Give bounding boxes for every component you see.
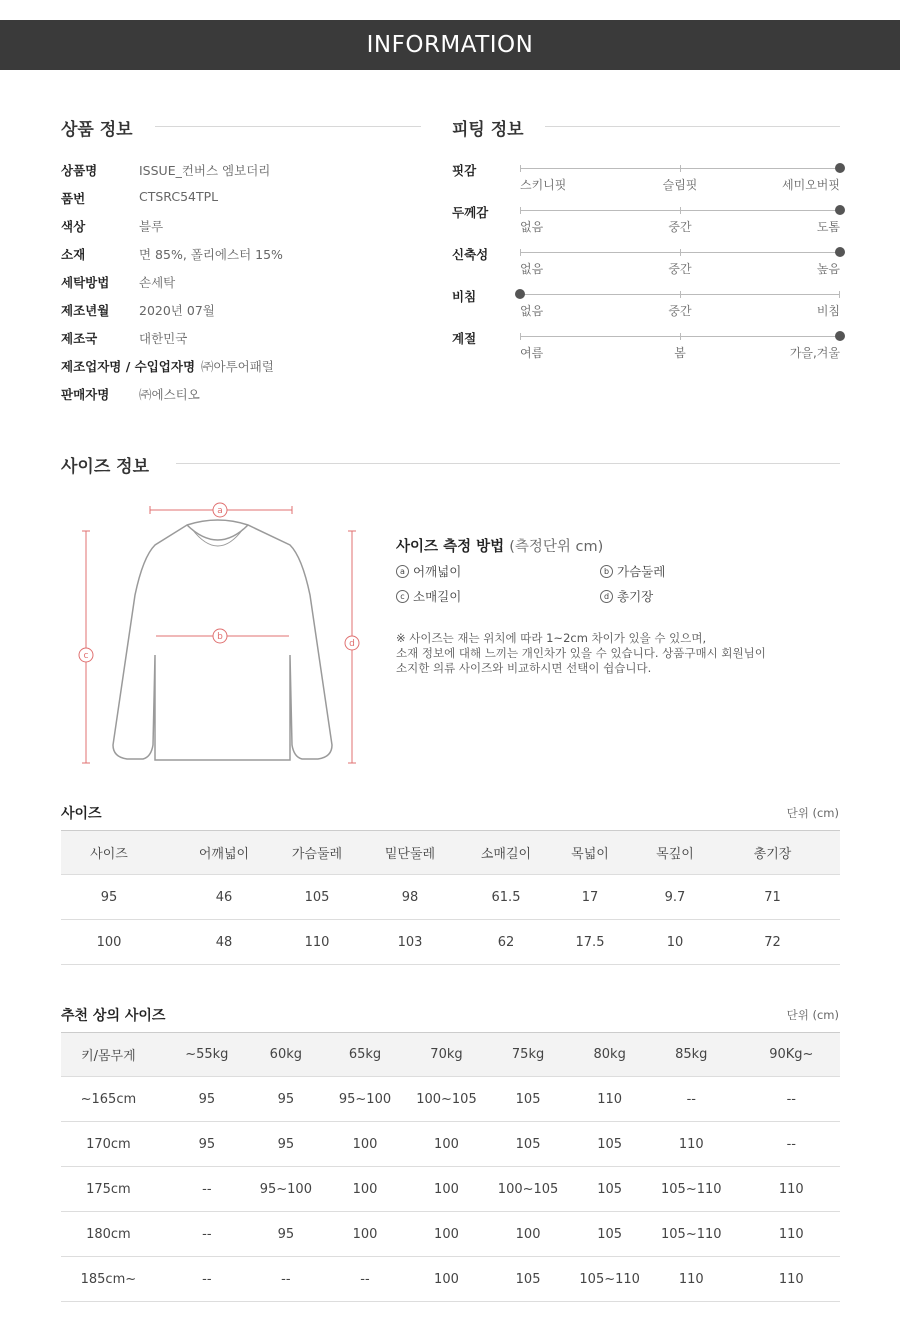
table-cell: 62	[477, 920, 535, 965]
fit-option-label: 중간	[668, 304, 692, 318]
table-cell: 100	[416, 1122, 477, 1167]
fit-option-label: 중간	[668, 262, 692, 276]
product-info-value: 면 85%, 폴리에스터 15%	[139, 247, 283, 262]
table-header-cell: 90Kg~	[743, 1033, 840, 1077]
product-info-value: 블루	[139, 219, 164, 234]
product-info-row	[61, 161, 421, 181]
table-cell: 100	[416, 1167, 477, 1212]
table-cell: 72	[705, 920, 840, 965]
table-cell: 105~110	[640, 1212, 743, 1257]
table-cell: 48	[157, 920, 291, 965]
table-cell: 100	[416, 1212, 477, 1257]
table-cell: 105~110	[579, 1257, 640, 1302]
measure-item-a	[396, 562, 461, 580]
table-cell: --	[640, 1077, 743, 1122]
table-cell: 95	[258, 1212, 314, 1257]
table-cell: 95	[258, 1077, 314, 1122]
table-cell: 71	[705, 875, 840, 920]
product-info-key: 품번	[61, 191, 86, 206]
table-cell: 17.5	[535, 920, 645, 965]
fit-label: 비침	[452, 289, 477, 304]
table-cell: --	[156, 1257, 258, 1302]
size-table-unit: 단위 (cm)	[786, 806, 839, 820]
product-info-value: 대한민국	[139, 331, 188, 346]
fit-option-label: 슬림핏	[662, 178, 698, 192]
table-header-cell: 목깊이	[645, 831, 705, 875]
fit-label: 핏감	[452, 163, 477, 178]
marker-a: a	[217, 506, 223, 516]
fit-scale-tick	[680, 165, 681, 172]
fit-scale-tick	[680, 291, 681, 298]
product-info-key: 세탁방법	[61, 275, 110, 290]
fit-level-marker	[835, 247, 845, 257]
measure-item-d	[600, 587, 653, 605]
product-info-key: 제조년월	[61, 303, 110, 318]
measure-item-b	[600, 562, 665, 580]
fit-option-label: 없음	[520, 304, 544, 318]
table-cell: 98	[343, 875, 477, 920]
product-info-row	[61, 189, 421, 209]
size-table	[61, 830, 840, 965]
table-cell: 95	[258, 1122, 314, 1167]
table-header-cell: 60kg	[258, 1033, 314, 1077]
product-info-key: 소재	[61, 247, 86, 262]
measure-label-b: 가슴둘레	[617, 564, 666, 579]
fit-option-label: 가을,겨울	[789, 346, 840, 360]
measure-method-label: 사이즈 측정 방법	[396, 539, 505, 555]
fit-label: 신축성	[452, 247, 489, 262]
table-cell: 105	[579, 1122, 640, 1167]
product-info-key: 색상	[61, 219, 86, 234]
table-cell: 170cm	[61, 1122, 156, 1167]
fit-option-label: 없음	[520, 220, 544, 234]
table-cell: 46	[157, 875, 291, 920]
sweatshirt-collar-band	[192, 529, 243, 546]
measure-item-c	[396, 587, 461, 605]
product-info-key: 상품명	[61, 163, 98, 178]
table-cell: 95	[156, 1122, 258, 1167]
product-info-key: 판매자명	[61, 387, 110, 402]
fit-scale-tick	[839, 291, 840, 298]
table-cell: --	[156, 1212, 258, 1257]
table-cell: 185cm~	[61, 1257, 156, 1302]
fit-level-marker	[835, 163, 845, 173]
product-info-row	[61, 357, 421, 377]
table-cell: 9.7	[645, 875, 705, 920]
product-info-row	[61, 273, 421, 293]
table-header-cell: 총기장	[705, 831, 840, 875]
fitting-info-title: 피팅 정보	[452, 120, 524, 140]
table-cell: 100	[314, 1122, 416, 1167]
product-info-row	[61, 329, 421, 349]
fit-option-label: 세미오버핏	[782, 178, 840, 192]
table-row	[61, 1167, 840, 1212]
measure-mark-d: d	[600, 590, 613, 603]
measure-mark-c: c	[396, 590, 409, 603]
product-info-value: ISSUE_컨버스 엠보더리	[139, 163, 271, 178]
table-cell: --	[258, 1257, 314, 1302]
table-header-cell: 80kg	[579, 1033, 640, 1077]
size-note-line: 소지한 의류 사이즈와 비교하시면 선택이 쉽습니다.	[396, 661, 652, 675]
measure-label-d: 총기장	[617, 589, 654, 604]
table-cell: 100	[61, 920, 157, 965]
table-cell: 100~105	[416, 1077, 477, 1122]
table-cell: 100	[314, 1212, 416, 1257]
table-cell: 95~100	[314, 1077, 416, 1122]
table-cell: 110	[743, 1257, 840, 1302]
fit-option-label: 여름	[520, 346, 544, 360]
table-header-row	[61, 1033, 840, 1077]
table-header-cell: ~55kg	[156, 1033, 258, 1077]
product-info-row	[61, 301, 421, 321]
size-note-line: ※ 사이즈는 재는 위치에 따라 1~2cm 차이가 있을 수 있으며,	[396, 631, 707, 645]
product-info-row	[61, 385, 421, 405]
table-cell: 110	[640, 1122, 743, 1167]
fit-level-marker	[835, 205, 845, 215]
product-info-value: CTSRC54TPL	[139, 189, 219, 204]
fit-option-label: 도톰	[816, 220, 840, 234]
table-header-cell: 가슴둘레	[291, 831, 343, 875]
table-header-cell: 85kg	[640, 1033, 743, 1077]
fit-option-label: 없음	[520, 262, 544, 276]
sweatshirt-collar	[187, 525, 248, 540]
product-info-title: 상품 정보	[61, 120, 133, 140]
table-header-cell: 소매길이	[477, 831, 535, 875]
table-cell: 17	[535, 875, 645, 920]
marker-b: b	[217, 632, 223, 642]
table-cell: 175cm	[61, 1167, 156, 1212]
rec-size-table	[61, 1032, 840, 1302]
table-row	[61, 1122, 840, 1167]
fit-label: 두께감	[452, 205, 489, 220]
table-header-cell: 키/몸무게	[61, 1033, 156, 1077]
table-cell: 105	[579, 1167, 640, 1212]
table-row	[61, 920, 840, 965]
table-cell: 110	[640, 1257, 743, 1302]
table-header-cell: 밑단둘레	[343, 831, 477, 875]
information-header	[0, 20, 900, 70]
product-info-key: 제조국	[61, 331, 98, 346]
product-info-value: 2020년 07월	[139, 303, 215, 318]
product-info-value: 손세탁	[139, 275, 176, 290]
table-header-cell: 사이즈	[61, 831, 157, 875]
table-cell: 95	[61, 875, 157, 920]
product-info-key: 제조업자명 / 수입업자명	[61, 359, 196, 374]
measure-mark-a: a	[396, 565, 409, 578]
table-row	[61, 1257, 840, 1302]
table-header-cell: 어깨넓이	[157, 831, 291, 875]
fit-option-label: 봄	[674, 346, 686, 360]
table-cell: 61.5	[477, 875, 535, 920]
table-cell: 105	[477, 1257, 580, 1302]
table-cell: 100	[314, 1167, 416, 1212]
table-cell: --	[314, 1257, 416, 1302]
table-header-cell: 목넓이	[535, 831, 645, 875]
garment-diagram	[70, 495, 380, 775]
table-cell: 100	[416, 1257, 477, 1302]
table-cell: 180cm	[61, 1212, 156, 1257]
measure-label-c: 소매길이	[413, 589, 462, 604]
table-cell: 105~110	[640, 1167, 743, 1212]
table-row	[61, 1212, 840, 1257]
table-row	[61, 1077, 840, 1122]
fit-scale-tick	[680, 333, 681, 340]
header-title: INFORMATION	[366, 32, 534, 58]
table-cell: --	[743, 1122, 840, 1167]
fit-scale-tick	[520, 333, 521, 340]
fit-option-label: 비침	[816, 304, 840, 318]
size-table-title: 사이즈	[61, 806, 102, 822]
table-cell: 95~100	[258, 1167, 314, 1212]
measure-unit: (측정단위 cm)	[509, 539, 604, 555]
table-cell: 103	[343, 920, 477, 965]
table-cell: 105	[291, 875, 343, 920]
table-cell: --	[156, 1167, 258, 1212]
table-cell: 100	[477, 1212, 580, 1257]
marker-c: c	[83, 651, 89, 661]
table-cell: 110	[291, 920, 343, 965]
fit-scale-tick	[520, 249, 521, 256]
table-cell: 110	[579, 1077, 640, 1122]
product-info-value: ㈜아투어패럴	[201, 359, 274, 374]
fit-scale-tick	[680, 249, 681, 256]
table-row	[61, 875, 840, 920]
fit-scale-tick	[680, 207, 681, 214]
fit-option-label: 스키니핏	[520, 178, 567, 192]
size-note	[396, 631, 836, 676]
table-cell: ~165cm	[61, 1077, 156, 1122]
table-cell: 10	[645, 920, 705, 965]
product-info-divider	[155, 126, 421, 127]
table-header-row	[61, 831, 840, 875]
measure-method-title	[396, 535, 603, 556]
table-cell: 105	[579, 1212, 640, 1257]
rec-table-title: 추천 상의 사이즈	[61, 1008, 166, 1024]
table-cell: 110	[743, 1212, 840, 1257]
fit-scale-tick	[520, 207, 521, 214]
marker-d: d	[349, 639, 355, 649]
table-cell: 100~105	[477, 1167, 580, 1212]
size-note-line: 소재 정보에 대해 느끼는 개인차가 있을 수 있습니다. 상품구매시 회원님이	[396, 646, 766, 660]
size-info-title: 사이즈 정보	[61, 457, 150, 477]
table-cell: 110	[743, 1167, 840, 1212]
fit-scale-tick	[520, 165, 521, 172]
size-info-divider	[176, 463, 840, 464]
fit-level-marker	[515, 289, 525, 299]
measure-label-a: 어깨넓이	[413, 564, 462, 579]
table-cell: 105	[477, 1077, 580, 1122]
measure-mark-b: b	[600, 565, 613, 578]
product-info-row	[61, 217, 421, 237]
table-header-cell: 70kg	[416, 1033, 477, 1077]
fit-option-label: 중간	[668, 220, 692, 234]
table-cell: 105	[477, 1122, 580, 1167]
fitting-info-divider	[545, 126, 840, 127]
product-info-row	[61, 245, 421, 265]
table-cell: --	[743, 1077, 840, 1122]
fit-option-label: 높음	[816, 262, 840, 276]
rec-table-unit: 단위 (cm)	[786, 1008, 839, 1022]
table-cell: 95	[156, 1077, 258, 1122]
fit-label: 계절	[452, 331, 477, 346]
product-info-value: ㈜에스티오	[139, 387, 200, 402]
table-header-cell: 65kg	[314, 1033, 416, 1077]
fit-level-marker	[835, 331, 845, 341]
table-header-cell: 75kg	[477, 1033, 580, 1077]
